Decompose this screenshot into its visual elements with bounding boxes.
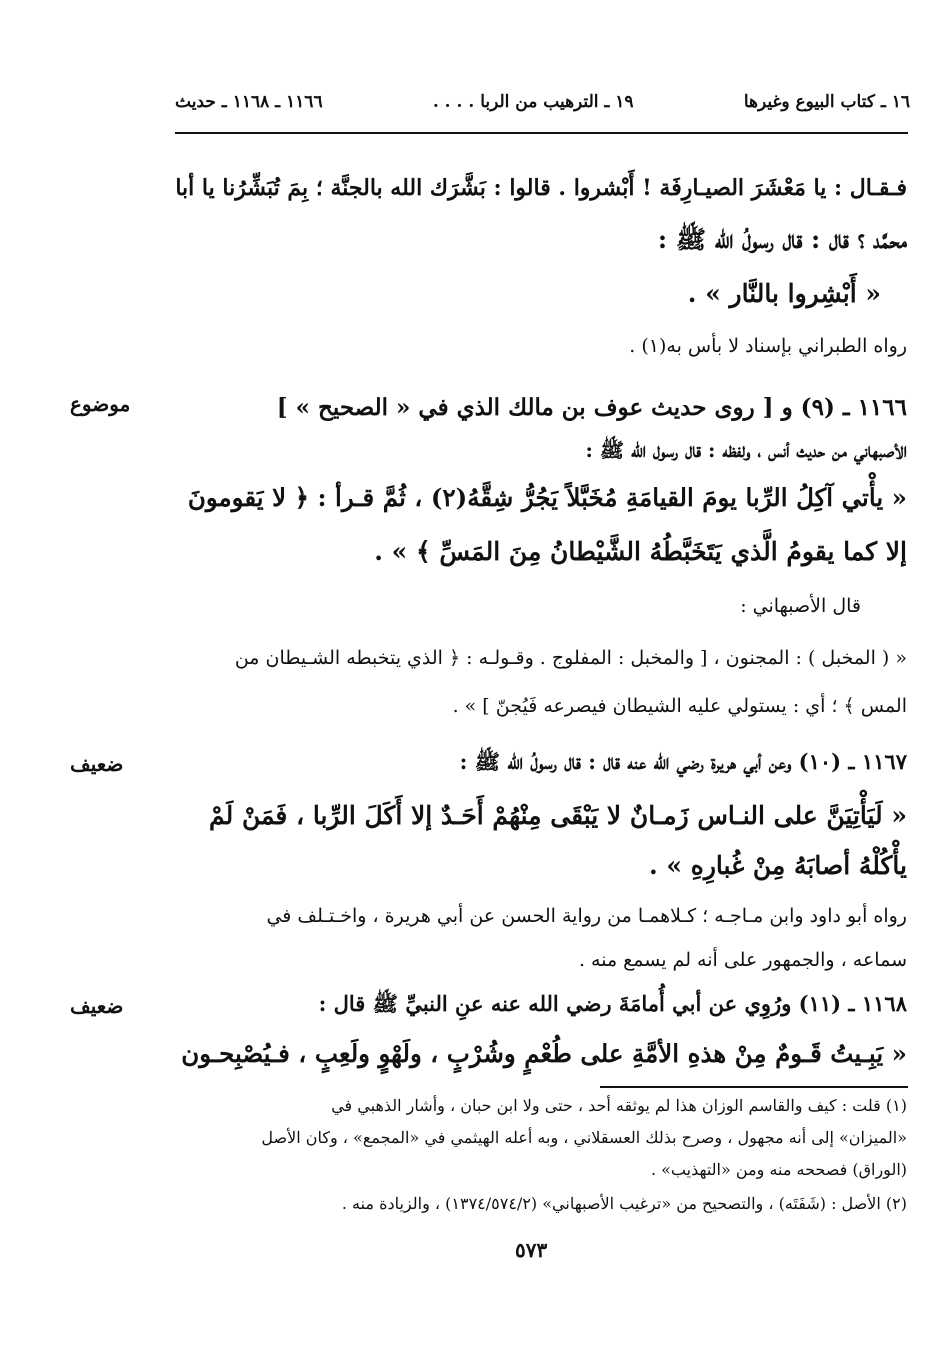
header-chapter: ١٦ ـ كتاب البيوع وغيرها: [743, 92, 910, 112]
hadith-1168-line: « يَبِـيتُ قَـومٌ مِنْ هذهِ الأمَّةِ على طُعْمٍ وشُرْبٍ ، ولَهْوٍ ولَعِبٍ ، فـيُصْبِحـون: [181, 1039, 907, 1068]
grade-label-1167: ضعيف: [70, 752, 124, 776]
hadith-1167-line: يأْكُلْهُ أصابَهُ مِنْ غُبارِهِ » .: [649, 851, 907, 880]
source-note: رواه الطبراني بإسناد لا بأس به(١) .: [629, 335, 907, 357]
hadith-1166-note: قال الأصبهاني :: [740, 595, 861, 617]
hadith-1166-note: « ( المخبل ) : المجنون ، [ والمخبل : المفلوج . وقـولـه : ﴿ الذي يتخبطه الشـيطان من: [234, 647, 907, 669]
footnote-divider: [600, 1086, 908, 1088]
grade-label-1168: ضعيف: [70, 994, 124, 1018]
body-line: فـقـال : يا مَعْشَرَ الصيـارِفَة ! أَبْشروا . قالوا : بَشَّرَك الله بالجنَّة ؛ بِمَ تُبَشِّرُنا يا أبا: [175, 175, 907, 201]
header-section: ١٩ ـ الترهيب من الربا . . . .: [432, 92, 634, 112]
footnote-line: (١) قلت : كيف والقاسم الوزان هذا لم يوثقه أحد ، حتى ولا ابن حبان ، وأشار الذهبي في: [331, 1096, 907, 1115]
hadith-1166-line: إلا كما يقومُ الَّذي يَتَخَبَّطُهُ الشَّيْطانُ مِنَ المَسِّ ﴾ » .: [374, 537, 907, 566]
header-hadith-range: ١١٦٦ ـ ١١٦٨ ـ حديث: [175, 92, 323, 112]
body-line: « أَبْشِروا بالنَّار » .: [687, 279, 881, 308]
hadith-1166-line: « يأْتي آكِلُ الرِّبا يومَ القيامَةِ مُخَبَّلاً يَجُرُّ شِقَّهُ(٢) ، ثُمَّ قـرأ : ﴿ لا يَقومونَ: [187, 483, 907, 512]
hadith-1166-line: الأصبهاني من حديث أنس ، ولفظه : قال رسول الله ﷺ :: [585, 438, 907, 462]
hadith-1167-line: ١١٦٧ ـ (١٠) وعن أبي هريرة رضي الله عنه قال : قال رسولُ الله ﷺ :: [459, 749, 907, 774]
hadith-1168-line: ١١٦٨ ـ (١١) ورُوِي عن أبي أُمامَةَ رضي الله عنه عنِ النبيِّ ﷺ قال :: [318, 991, 907, 1016]
header-divider: [175, 132, 908, 134]
footnote-line: (٢) الأصل : (شَفَتَه) ، والتصحيح من «ترغيب الأصبهاني» (١٣٧٤/٥٧٤/٢) ، والزيادة منه .: [341, 1194, 907, 1213]
footnote-line: (الوراق) فصححه منه ومن «التهذيب» .: [650, 1160, 907, 1179]
grade-label-1166: موضوع: [70, 392, 131, 416]
page-number: ٥٧٣: [515, 1238, 548, 1262]
running-header: [175, 88, 910, 116]
hadith-1166-note: المس ﴾ ؛ أي : يستولي عليه الشيطان فيصرعه فَيُجنّ ] » .: [452, 695, 907, 717]
hadith-1167-source: سماعه ، والجمهور على أنه لم يسمع منه .: [578, 949, 907, 971]
hadith-1166-line: ١١٦٦ ـ (٩) و [ روى حديث عوف بن مالك الذي في « الصحيح » ]: [276, 394, 907, 421]
hadith-1167-line: « لَيَأْتِيَنَّ على النـاس زَمـانٌ لا يَبْقَى مِنْهُمْ أَحَـدٌ إلا أَكَلَ الرِّبا ، فَمَنْ لَمْ: [208, 801, 907, 830]
body-line: محمَّد ؟ قال : قال رسولُ الله ﷺ :: [657, 225, 907, 254]
footnote-line: «الميزان» إلى أنه مجهول ، وصرح بذلك العسقلاني ، وبه أعله الهيثمي في «المجمع» ، وكان الأصل: [261, 1128, 907, 1147]
hadith-1167-source: رواه أبو داود وابن مـاجـه ؛ كـلاهمـا من رواية الحسن عن أبي هريرة ، واخـتـلف في: [266, 905, 907, 927]
